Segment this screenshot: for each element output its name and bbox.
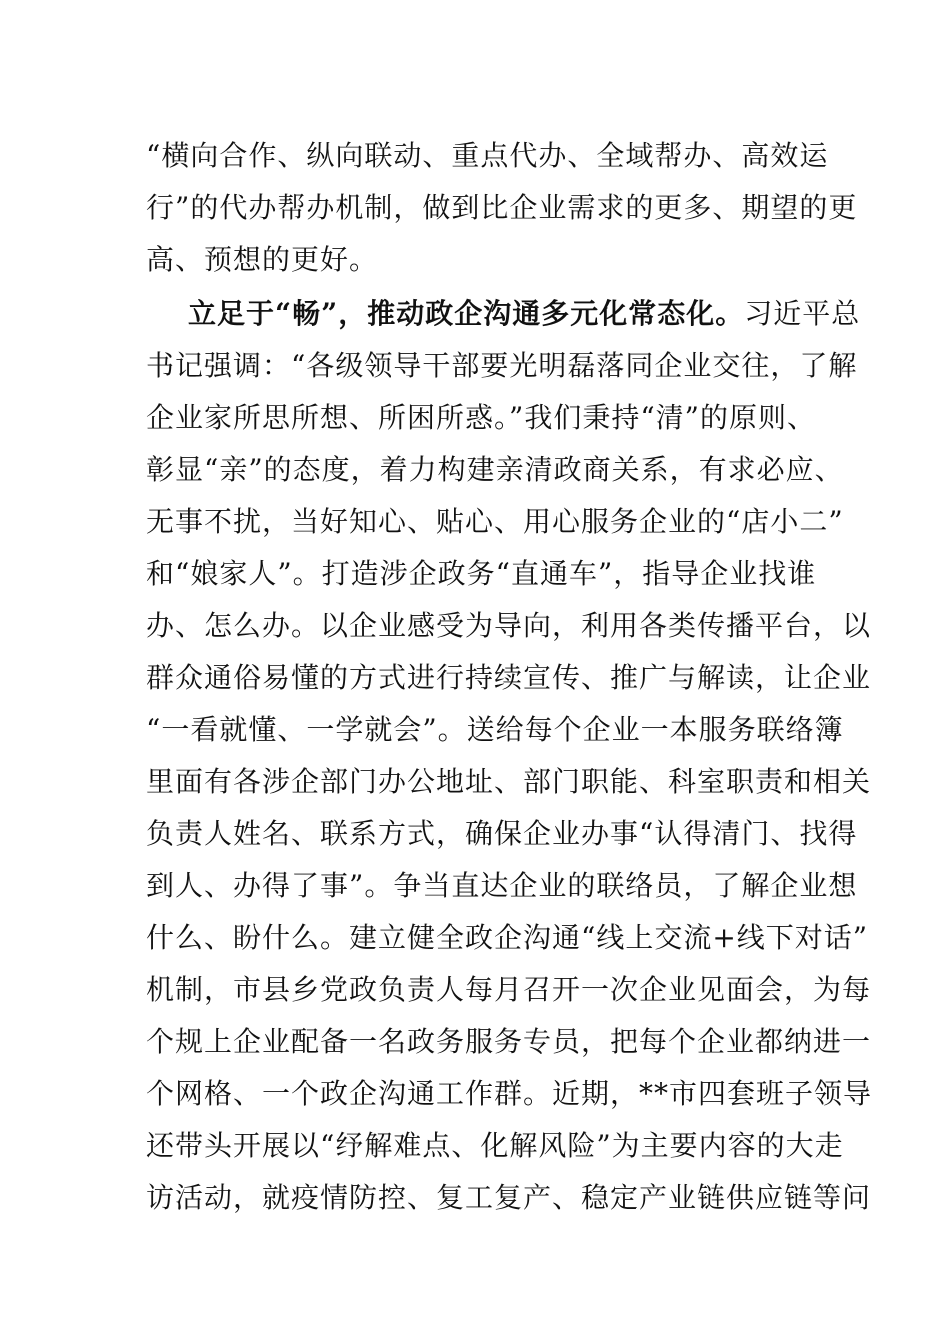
paragraph-line: 机制，市县乡党政负责人每月召开一次企业见面会，为每 bbox=[146, 973, 872, 1006]
paragraph-line: 企业家所思所想、所困所惑。”我们秉持“清”的原则、 bbox=[146, 401, 816, 434]
paragraph-line: 无事不扰，当好知心、贴心、用心服务企业的“店小二” bbox=[146, 505, 844, 538]
paragraph-line: 彰显“亲”的态度，着力构建亲清政商关系，有求必应、 bbox=[146, 453, 844, 486]
paragraph-line: 个网格、一个政企沟通工作群。近期，**市四套班子领导 bbox=[146, 1077, 873, 1110]
paragraph-1 bbox=[146, 130, 858, 286]
paragraph-line: 行”的代办帮办机制，做到比企业需求的更多、期望的更 bbox=[146, 191, 858, 224]
paragraph-line: 书记强调：“各级领导干部要光明磊落同企业交往，了解 bbox=[146, 349, 858, 382]
paragraph-line: “一看就懂、一学就会”。送给每个企业一本服务联络簿 bbox=[146, 713, 844, 746]
paragraph-first-line bbox=[146, 288, 861, 340]
paragraph-2 bbox=[146, 288, 873, 1224]
paragraph-line: 里面有各涉企部门办公地址、部门职能、科室职责和相关 bbox=[146, 765, 872, 798]
paragraph-line: 访活动，就疫情防控、复工复产、稳定产业链供应链等问 bbox=[146, 1181, 872, 1214]
paragraph-line: 办、怎么办。以企业感受为导向，利用各类传播平台，以 bbox=[146, 609, 872, 642]
paragraph-line: 群众通俗易懂的方式进行持续宣传、推广与解读，让企业 bbox=[146, 661, 872, 694]
paragraph-line: 和“娘家人”。打造涉企政务“直通车”，指导企业找谁 bbox=[146, 557, 817, 590]
paragraph-line: 到人、办得了事”。争当直达企业的联络员，了解企业想 bbox=[146, 869, 858, 902]
paragraph-heading: 立足于“畅”，推动政企沟通多元化常态化。 bbox=[188, 297, 745, 330]
paragraph-line: 还带头开展以“纾解难点、化解风险”为主要内容的大走 bbox=[146, 1129, 844, 1162]
paragraph-line: 个规上企业配备一名政务服务专员，把每个企业都纳进一 bbox=[146, 1025, 872, 1058]
paragraph-first-line-text: 习近平总 bbox=[744, 297, 861, 330]
paragraph-line: 高、预想的更好。 bbox=[146, 243, 379, 276]
paragraph-line: 什么、盼什么。建立健全政企沟通“线上交流+线下对话” bbox=[146, 921, 869, 954]
paragraph-line: 负责人姓名、联系方式，确保企业办事“认得清门、找得 bbox=[146, 817, 858, 850]
paragraph-line: “横向合作、纵向联动、重点代办、全域帮办、高效运 bbox=[146, 139, 829, 172]
